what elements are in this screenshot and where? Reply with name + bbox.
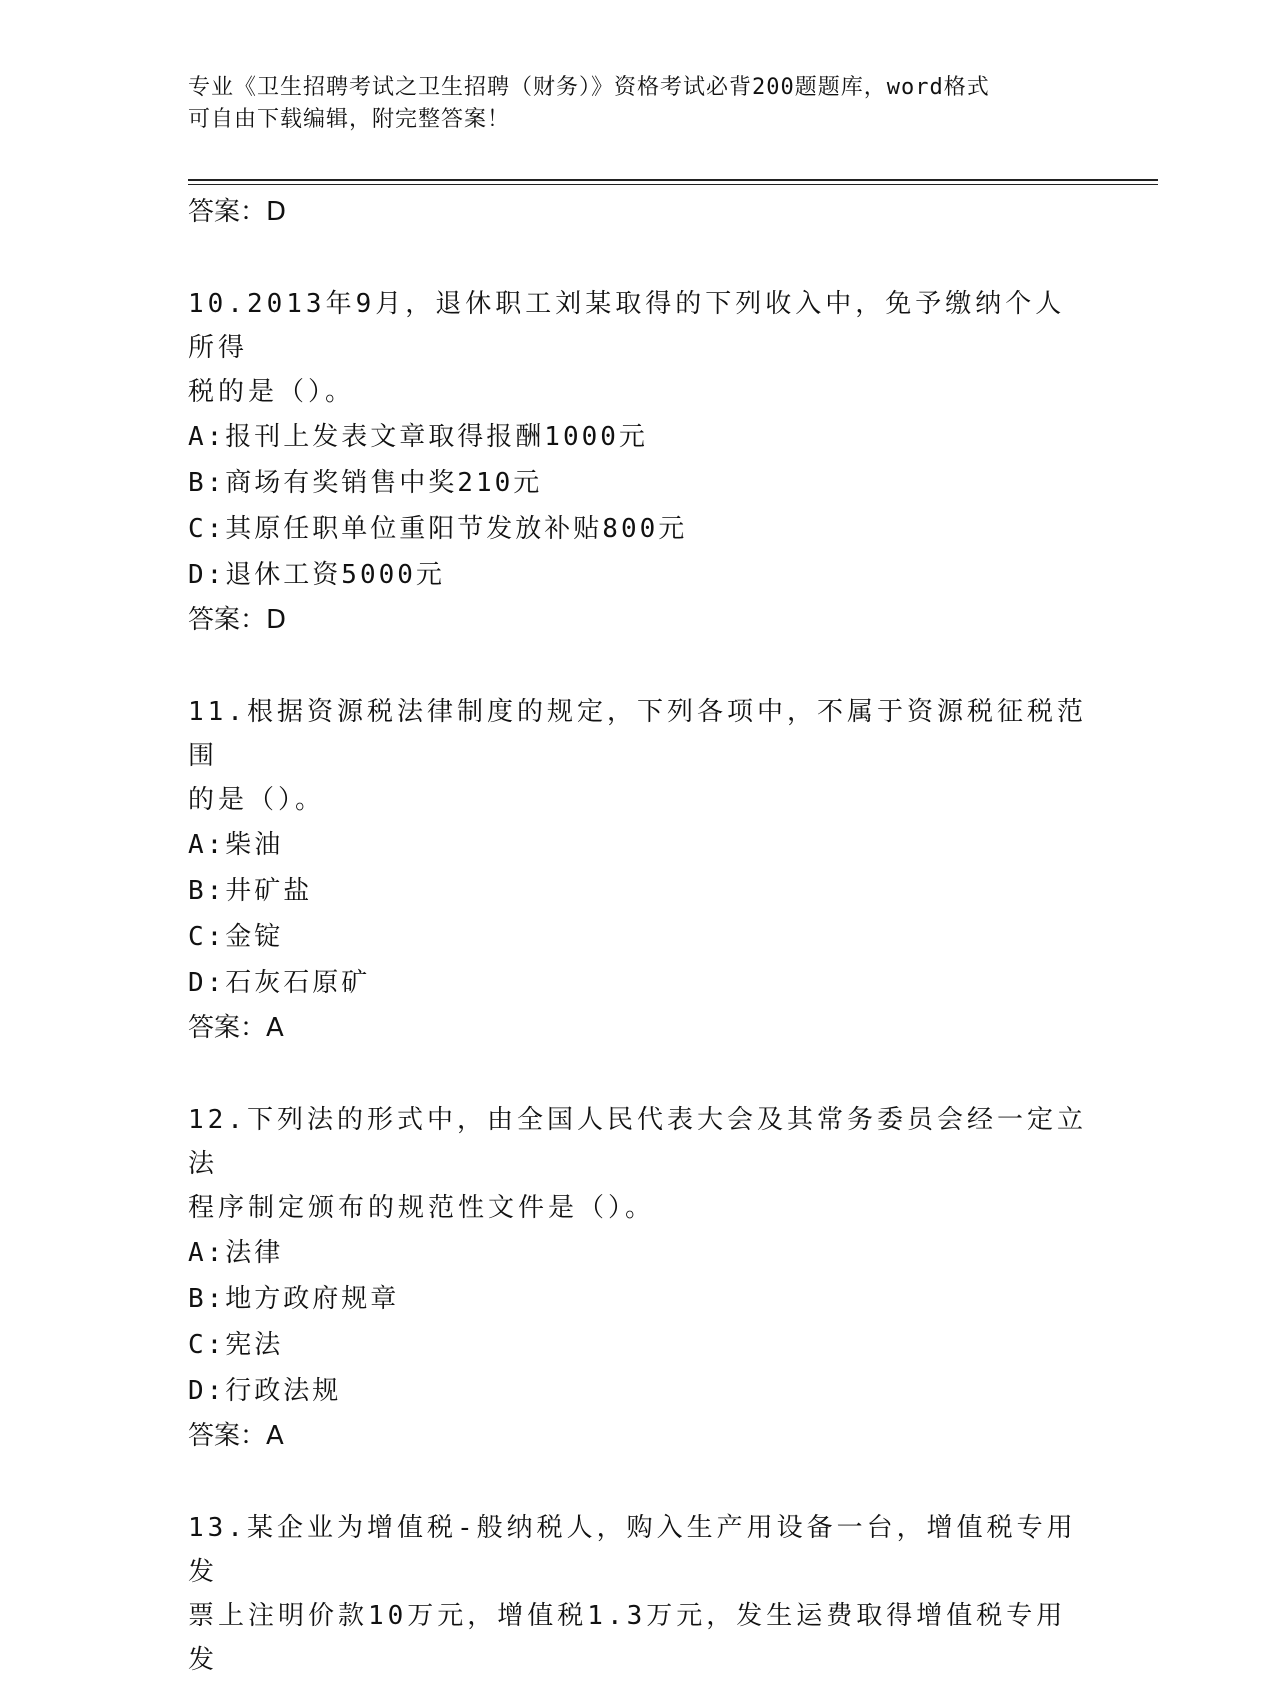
header-line-1: 专业《卫生招聘考试之卫生招聘（财务）》资格考试必背200题题库，word格式: [188, 75, 990, 100]
answer-label: 答案：A: [188, 1421, 284, 1451]
answer-label: 答案：D: [188, 197, 287, 227]
answer-label: 答案：D: [188, 605, 287, 635]
option-b: B:地方政府规章: [188, 1284, 400, 1314]
document-header: [188, 72, 1068, 136]
question-text-line: 13.某企业为增值税-般纳税人，购入生产用设备一台，增值税专用发: [188, 1513, 1077, 1587]
question-text-line: 的是（）。: [188, 785, 326, 815]
question-text: [188, 1098, 1088, 1230]
question-text: [188, 1506, 1088, 1682]
option-c: C:金锭: [188, 922, 284, 952]
question-text-line: 票上注明价款10万元，增值税1.3万元，发生运费取得增值税专用发: [188, 1601, 1067, 1675]
option-a: A:柴油: [188, 830, 284, 860]
option-c: C:其原任职单位重阳节发放补贴800元: [188, 514, 688, 544]
option-b: B:井矿盐: [188, 876, 313, 906]
question-text-line: 程序制定颁布的规范性文件是（）。: [188, 1193, 656, 1223]
option-a: A:报刊上发表文章取得报酬1000元: [188, 422, 648, 452]
question-text-line: 12.下列法的形式中，由全国人民代表大会及其常务委员会经一定立法: [188, 1105, 1087, 1179]
option-d: D:行政法规: [188, 1376, 342, 1406]
question-text-line: 11.根据资源税法律制度的规定，下列各项中，不属于资源税征税范围: [188, 697, 1087, 771]
header-divider-thin: [188, 184, 1158, 185]
question-11: [188, 690, 1088, 1050]
option-d: D:石灰石原矿: [188, 968, 371, 998]
option-c: C:宪法: [188, 1330, 284, 1360]
question-10: [188, 282, 1088, 642]
question-13: [188, 1506, 1088, 1682]
option-b: B:商场有奖销售中奖210元: [188, 468, 543, 498]
question-12: [188, 1098, 1088, 1458]
header-divider-thick: [188, 179, 1158, 181]
option-d: D:退休工资5000元: [188, 560, 445, 590]
option-a: A:法律: [188, 1238, 284, 1268]
question-text: [188, 690, 1088, 822]
answer-label: 答案：A: [188, 1013, 284, 1043]
question-text-line: 税的是（）。: [188, 377, 356, 407]
question-text: [188, 282, 1088, 414]
question-list: [188, 190, 1088, 1682]
header-line-2: 可自由下载编辑，附完整答案！: [188, 107, 511, 132]
question-text-line: 10.2013年9月，退休职工刘某取得的下列收入中，免予缴纳个人所得: [188, 289, 1066, 363]
